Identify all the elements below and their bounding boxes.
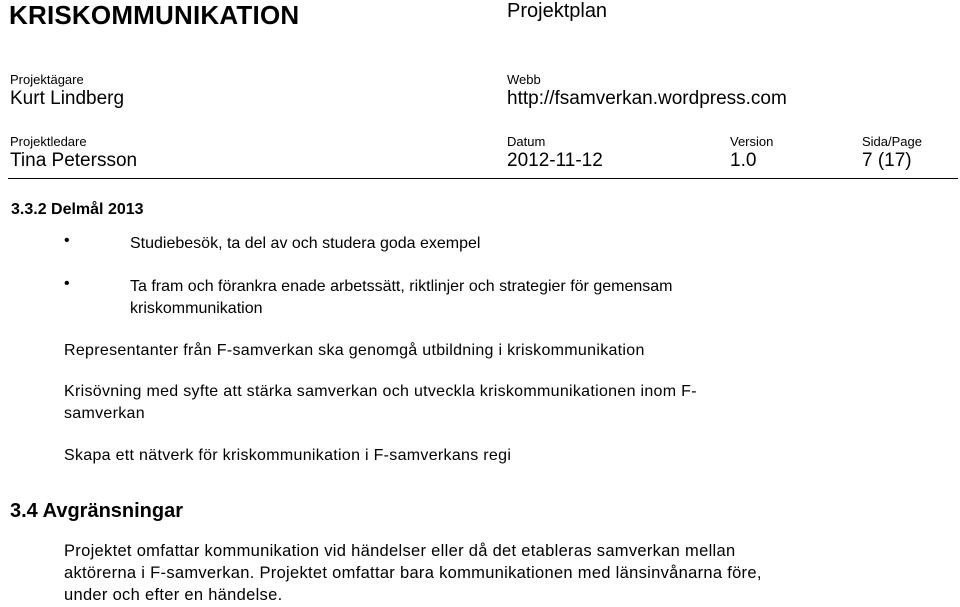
date-value: 2012-11-12 [507, 150, 603, 171]
leader-label: Projektledare [10, 134, 87, 149]
paragraph-line: aktörerna i F-samverkan. Projektet omfattar bara kommunikationen med länsinvånarna före, [64, 564, 762, 582]
header-divider [8, 178, 958, 179]
list-item: Krisövning med syfte att stärka samverkan och utveckla kriskommunikationen inom F- [64, 383, 697, 400]
bullet-icon: • [64, 275, 70, 292]
leader-value: Tina Petersson [10, 150, 138, 171]
paragraph-line: Projektet omfattar kommunikation vid händelser eller då det etableras samverkan mellan [64, 542, 736, 560]
owner-value: Kurt Lindberg [10, 88, 125, 109]
version-value: 1.0 [730, 150, 757, 171]
bullet-item-continuation: kriskommunikation [130, 300, 263, 317]
version-label: Version [730, 134, 774, 149]
section-heading-332: 3.3.2 Delmål 2013 [11, 201, 144, 218]
section-heading-34: 3.4 Avgränsningar [10, 500, 184, 522]
web-value[interactable]: http://fsamverkan.wordpress.com [507, 88, 787, 109]
bullet-item: Ta fram och förankra enade arbetssätt, riktlinjer och strategier för gemensam [130, 278, 673, 295]
bullet-item: Studiebesök, ta del av och studera goda exempel [130, 235, 481, 252]
list-item: Skapa ett nätverk för kriskommunikation i F-samverkans regi [64, 447, 512, 464]
paragraph-line: under och efter en händelse. [64, 586, 283, 604]
page-label: Sida/Page [862, 134, 922, 149]
date-label: Datum [507, 134, 546, 149]
document-subtitle: Projektplan [507, 0, 608, 22]
web-label: Webb [507, 72, 541, 87]
list-item-continuation: samverkan [64, 405, 145, 422]
page-number: 7 (17) [862, 150, 912, 171]
document-title: KRISKOMMUNIKATION [9, 0, 300, 30]
list-item: Representanter från F-samverkan ska genomgå utbildning i kriskommunikation [64, 342, 645, 359]
bullet-icon: • [64, 232, 70, 249]
owner-label: Projektägare [10, 72, 84, 87]
